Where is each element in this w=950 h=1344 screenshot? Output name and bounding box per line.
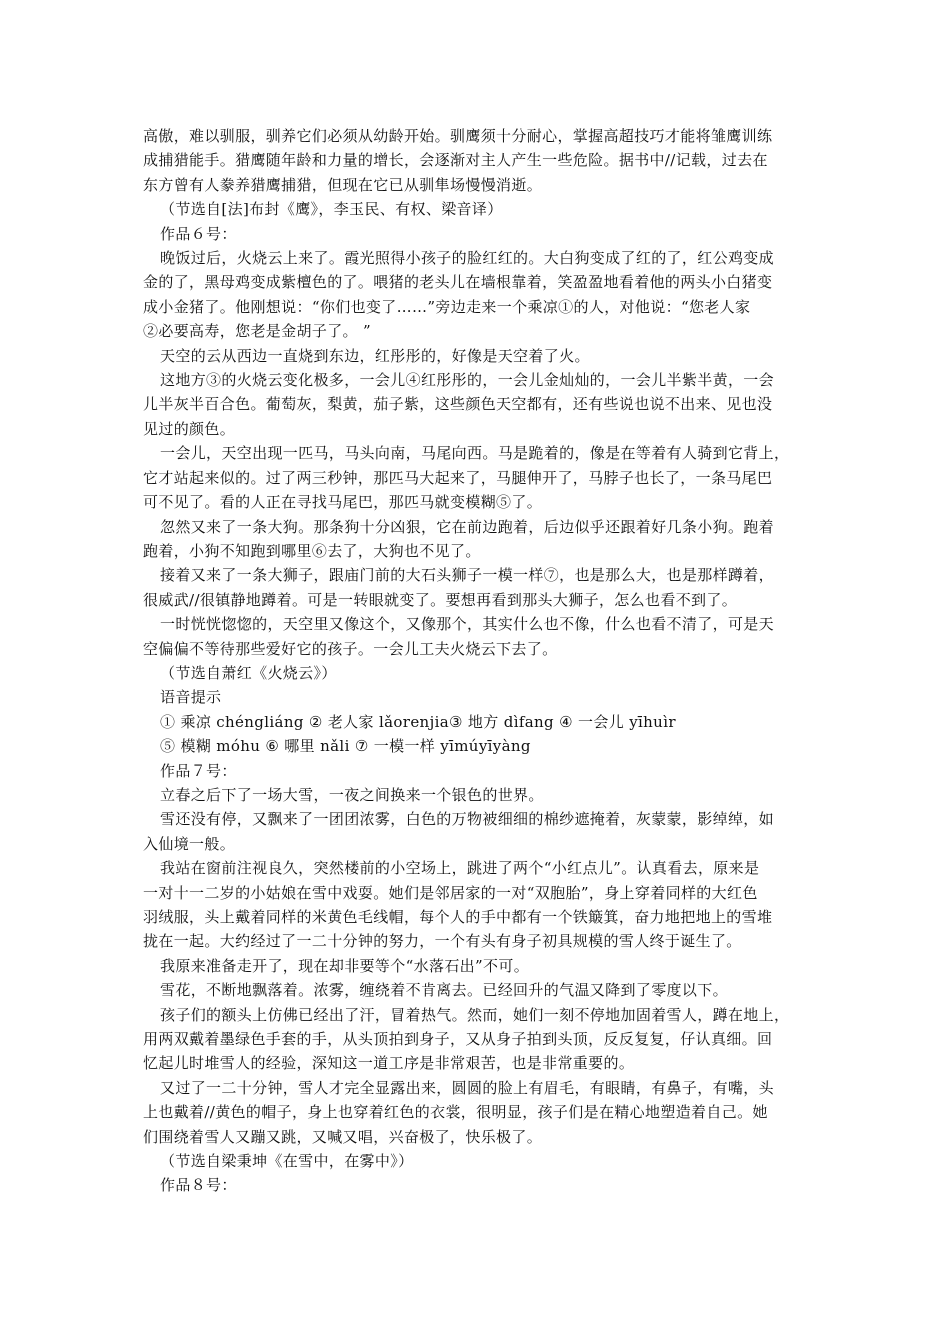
text-line: 上也戴着//黄色的帽子，身上也穿着红色的衣裳，很明显，孩子们是在精心地塑造着自己。她 bbox=[143, 1103, 768, 1122]
text-line: 用两双戴着墨绿色手套的手，从头顶拍到身子，又从身子拍到头顶，反反复复，仔认真细。回 bbox=[143, 1030, 773, 1049]
text-line: 孩子们的额头上仿佛已经出了汗，冒着热气。然而，她们一刻不停地加固着雪人，蹲在地上， bbox=[160, 1005, 790, 1024]
text-line: 很威武//很镇静地蹲着。可是一转眼就变了。要想再看到那头大狮子，怎么也看不到了。 bbox=[143, 590, 738, 609]
pronunciation-line: ① 乘凉 chéngliáng ② 老人家 lǎorenjia③ 地方 dìfang ④ 一会儿 yīhuìr bbox=[160, 712, 676, 731]
section-heading: 作品６号： bbox=[160, 224, 237, 243]
text-line: 高傲，难以驯服，驯养它们必须从幼龄开始。驯鹰须十分耐心，掌握高超技巧才能将雏鹰训练 bbox=[143, 127, 773, 145]
text-line: 它才站起来似的。过了两三秒钟，那匹马大起来了，马腿伸开了，马脖子也长了，一条马尾巴 bbox=[143, 468, 773, 487]
text-line: 们围绕着雪人又蹦又跳，又喊又唱，兴奋极了，快乐极了。 bbox=[143, 1127, 543, 1146]
text-line: 忽然又来了一条大狗。那条狗十分凶狠，它在前边跑着，后边似乎还跟着好几条小狗。跑着 bbox=[160, 517, 775, 536]
document-page bbox=[143, 124, 811, 1198]
text-line: 这地方③的火烧云变化极多，一会儿④红彤彤的，一会儿金灿灿的，一会儿半紫半黄，一会 bbox=[160, 371, 775, 390]
text-line: 见过的颜色。 bbox=[143, 419, 236, 438]
text-line: 拢在一起。大约经过了一二十分钟的努力，一个有头有身子初具规模的雪人终于诞生了。 bbox=[143, 932, 742, 951]
text-line: 入仙境一般。 bbox=[143, 834, 236, 853]
text-line: 天空的云从西边一直烧到东边，红彤彤的，好像是天空着了火。 bbox=[160, 346, 590, 365]
source-citation: （节选自[法]布封《鹰》，李玉民、有权、梁音译） bbox=[160, 200, 503, 219]
text-line: ②必要高寿，您老是金胡子了。 ” bbox=[143, 322, 372, 341]
text-line: 成小金猪了。他刚想说：“你们也变了……”旁边走来一个乘凉①的人，对他说：“您老人家 bbox=[143, 297, 751, 316]
text-line: 可不见了。看的人正在寻找马尾巴，那匹马就变模糊⑤了。 bbox=[143, 493, 543, 512]
text-line: 金的了，黑母鸡变成紫檀色的了。喂猪的老头儿在墙根靠着，笑盈盈地看着他的两头小白猪变 bbox=[143, 273, 773, 292]
text-line: 晚饭过后，火烧云上来了。霞光照得小孩子的脸红红的。大白狗变成了红的了，红公鸡变成 bbox=[160, 249, 775, 268]
text-line: 一会儿，天空出现一匹马，马头向南，马尾向西。马是跪着的，像是在等着有人骑到它背上， bbox=[160, 444, 790, 463]
text-line: 成捕猎能手。猎鹰随年龄和力量的增长，会逐渐对主人产生一些危险。据书中//记载，过去在 bbox=[143, 151, 768, 170]
text-line: 立春之后下了一场大雪，一夜之间换来一个银色的世界。 bbox=[160, 785, 544, 804]
text-line: 东方曾有人豢养猎鹰捕猎，但现在它已从驯隼场慢慢消逝。 bbox=[143, 175, 543, 194]
text-line: 又过了一二十分钟，雪人才完全显露出来，圆圆的脸上有眉毛，有眼睛，有鼻子，有嘴，头 bbox=[160, 1078, 775, 1097]
text-line: 羽绒服，头上戴着同样的米黄色毛线帽，每个人的手中都有一个铁簸箕，奋力地把地上的雪堆 bbox=[143, 908, 773, 926]
text-line: 一对十一二岁的小姑娘在雪中戏耍。她们是邻居家的一对“双胞胎”，身上穿着同样的大红色 bbox=[143, 883, 758, 902]
pronunciation-heading: 语音提示 bbox=[160, 688, 222, 707]
text-line: 一时恍恍惚惚的，天空里又像这个，又像那个，其实什么也不像，什么也看不清了，可是天 bbox=[160, 615, 775, 634]
pronunciation-line: ⑤ 模糊 móhu ⑥ 哪里 nǎli ⑦ 一模一样 yīmúyīyàng bbox=[160, 737, 531, 756]
text-line: 我站在窗前注视良久，突然楼前的小空场上，跳进了两个“小红点儿”。认真看去，原来是 bbox=[160, 859, 760, 878]
source-citation: （节选自萧红《火烧云》） bbox=[160, 663, 337, 682]
section-heading: 作品７号： bbox=[160, 761, 237, 780]
source-citation: （节选自梁秉坤《在雪中，在雾中》） bbox=[160, 1152, 414, 1171]
text-line: 雪花，不断地飘落着。浓雾，缠绕着不肯离去。已经回升的气温又降到了零度以下。 bbox=[160, 981, 728, 1000]
text-line: 空偏偏不等待那些爱好它的孩子。一会儿工夫火烧云下去了。 bbox=[143, 639, 558, 658]
text-line: 跑着，小狗不知跑到哪里⑥去了，大狗也不见了。 bbox=[143, 541, 481, 560]
section-heading: 作品８号： bbox=[160, 1176, 237, 1195]
text-line: 我原来准备走开了，现在却非要等个“水落石出”不可。 bbox=[160, 956, 530, 975]
text-line: 接着又来了一条大狮子，跟庙门前的大石头狮子一模一样⑦，也是那么大，也是那样蹲着， bbox=[160, 566, 775, 585]
text-line: 雪还没有停，又飘来了一团团浓雾，白色的万物被细细的棉纱遮掩着，灰蒙蒙，影绰绰，如 bbox=[160, 810, 775, 829]
text-line: 儿半灰半百合色。葡萄灰，梨黄，茄子紫，这些颜色天空都有，还有些说也说不出来、见也没 bbox=[143, 395, 773, 414]
text-line: 忆起儿时堆雪人的经验，深知这一道工序是非常艰苦，也是非常重要的。 bbox=[143, 1054, 635, 1073]
